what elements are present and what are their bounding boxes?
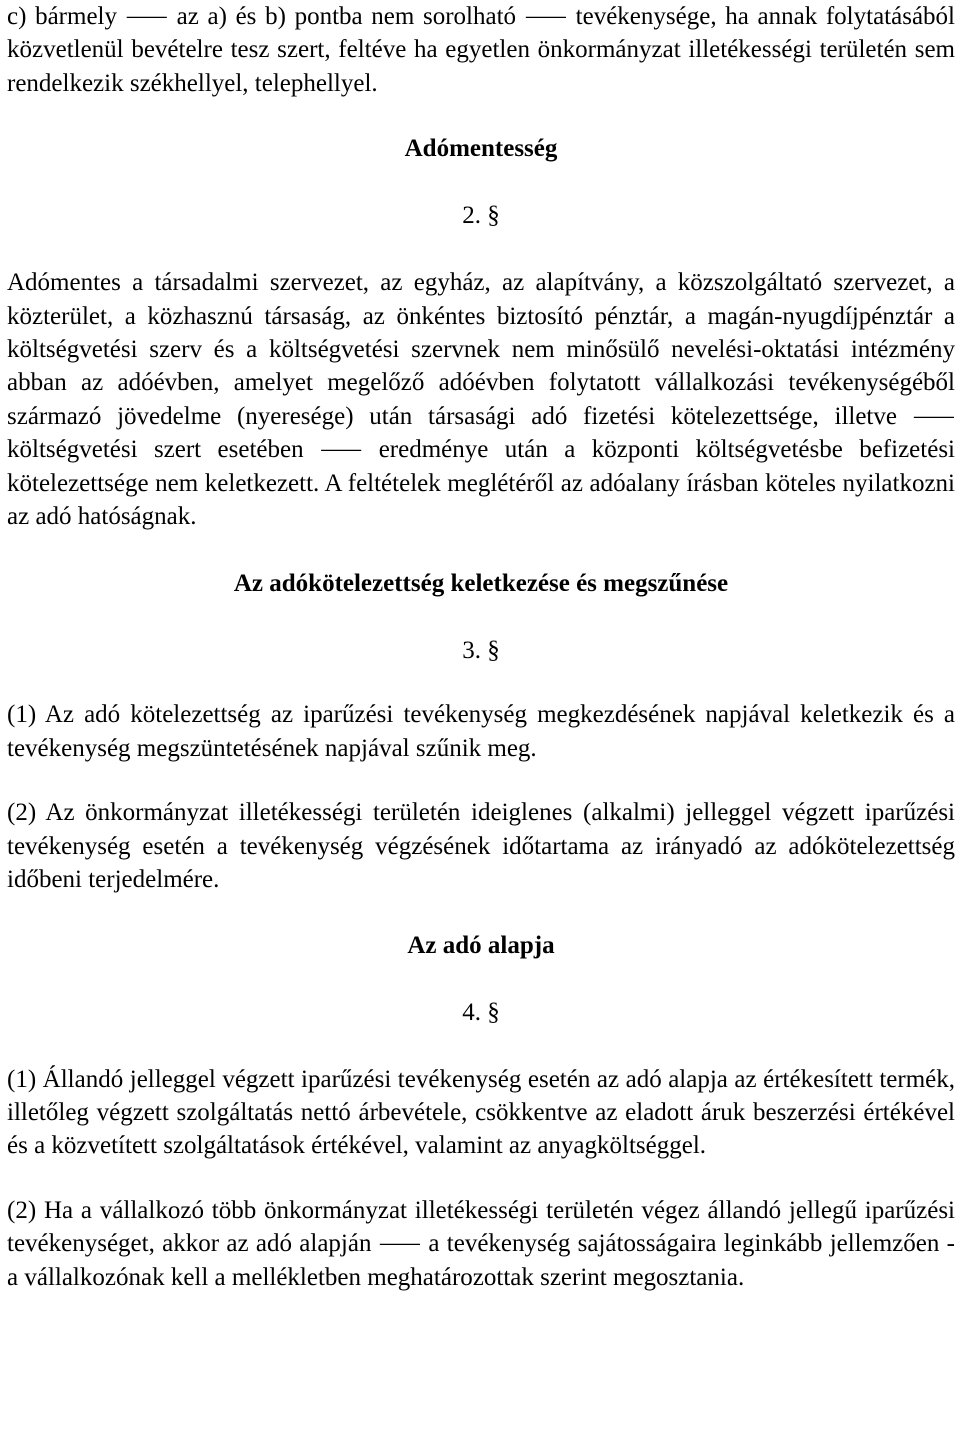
section-3-number: 3. § — [462, 637, 500, 665]
section-3-paragraph-2: (2) Az önkormányzat illetékességi területén ideiglenes (alkalmi) jelleggel végzett iparűzési tevékenység esetén a tevékenység végzésének időtartama az irányadó az adókötelezettség időbeni terjedelmére. — [7, 799, 955, 894]
section-2-number: 2. § — [462, 202, 500, 230]
section-2-heading: Adómentesség — [404, 135, 558, 163]
section-4-heading: Az adó alapja — [407, 931, 555, 959]
section-4-paragraph-2: (2) Ha a vállalkozó több önkormányzat illetékességi területén végez állandó jellegű iparűzési tevékenységet, akkor az adó alapján ⸺ a tevékenység sajátosságaira leginkább jellemzően - a vállalkozónak kell a mellékletben meghatározottak szerint megosztania. — [7, 1196, 955, 1291]
section-3-heading: Az adókötelezettség keletkezése és megszűnése — [233, 570, 729, 598]
intro-paragraph: c) bármely ⸺ az a) és b) pontba nem sorolható ⸺ tevékenysége, ha annak folytatásából közvetlenül bevételre tesz szert, feltéve ha egyetlen önkormányzat illetékességi területén sem rendelkezik székhellyel, telephellyel. — [7, 3, 955, 97]
section-4-paragraph-1: (1) Állandó jelleggel végzett iparűzési tevékenység esetén az adó alapja az értékesített termék, illetőleg végzett szolgáltatás nettó árbevétele, csökkentve az eladott áruk beszerzési értékével és a közvetített szolgáltatások értékével, valamint az anyagköltséggel. — [7, 1065, 955, 1160]
section-4-number: 4. § — [462, 998, 500, 1026]
section-3-paragraph-1: (1) Az adó kötelezettség az iparűzési tevékenység megkezdésének napjával keletkezik és a tevékenység megszüntetésének napjával szűnik meg. — [7, 701, 955, 762]
section-2-paragraph: Adómentes a társadalmi szervezet, az egyház, az alapítvány, a közszolgáltató szervezet, a közterület, a közhasznú társaság, az önkéntes biztosító pénztár, a magán-nyugdíjpénztár a költségvetési szerv és a költségvetési szervnek nem minősülő nevelési-oktatási intézmény abban az adóévben, amelyet megelőző adóévben folytatott vállalkozási tevékenységéből származó jövedelme (nyeresége) után társasági adó fizetési kötelezettsége, illetve ⸺ költségvetési szert esetében ⸺ eredménye után a központi költségvetésbe befizetési kötelezettsége nem keletkezett. A feltételek meglétéről az adóalany írásban köteles nyilatkozni az adó hatóságnak. — [7, 269, 955, 531]
document-page — [7, 0, 955, 1294]
